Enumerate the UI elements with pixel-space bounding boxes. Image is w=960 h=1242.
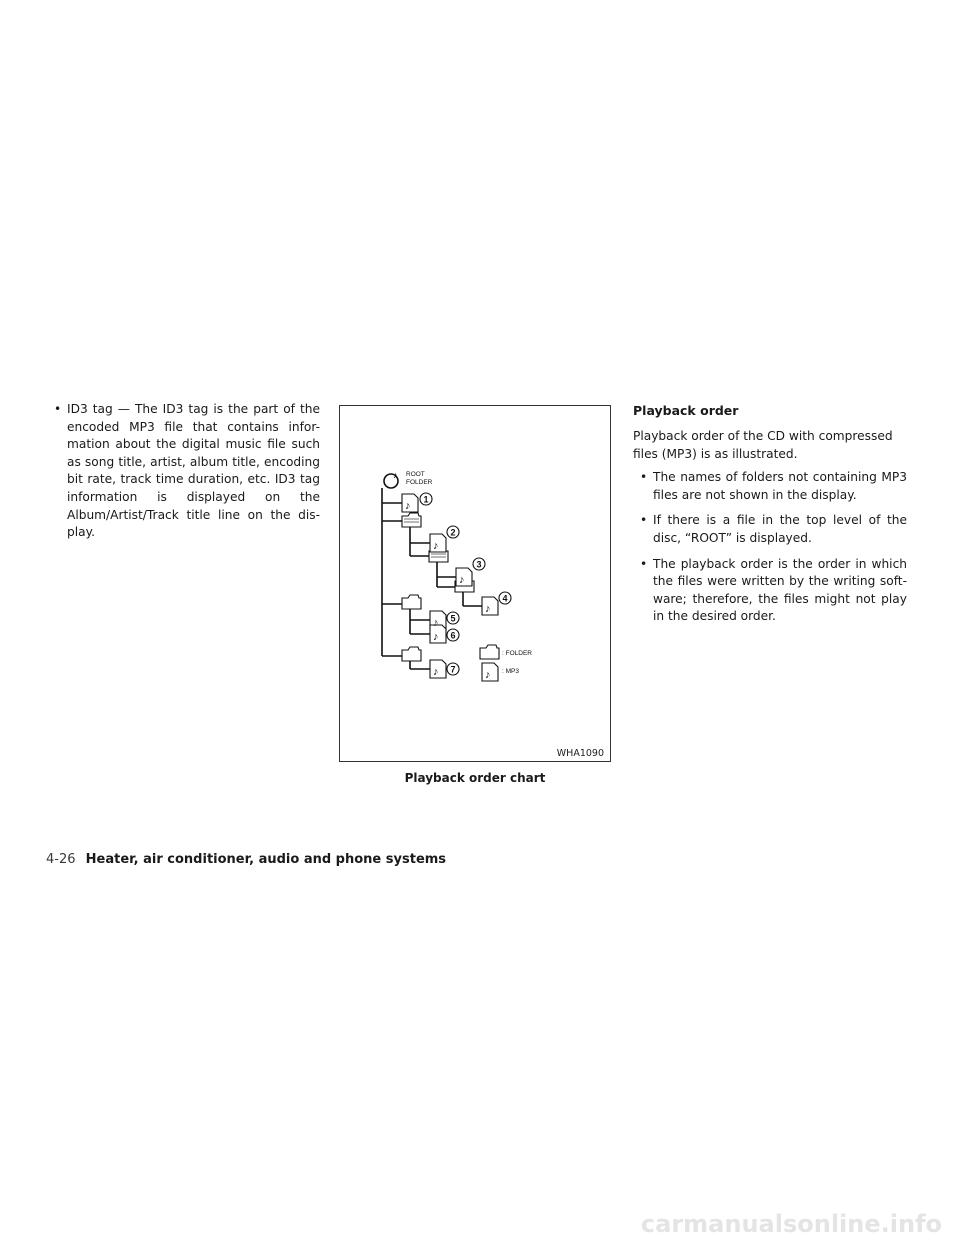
list-item [633,469,907,504]
bullet-dot: • [54,402,62,416]
folder-icon [402,647,421,661]
track-number-label: 1 [423,494,429,505]
id3-tag-bullet [48,401,320,542]
track-number-label: 6 [450,630,456,641]
folder-label: FOLDER [406,479,433,486]
legend-mp3-label: : MP3 [502,668,519,675]
svg-text:♪: ♪ [433,540,439,552]
folder-icon [402,513,421,527]
track-number-label: 5 [450,613,456,624]
intro-paragraph: Playback order of the CD with compressed files (MP3) is as illustrated. [633,429,893,461]
svg-text:♪: ♪ [433,666,439,678]
watermark: carmanualsonline.info [640,1210,942,1238]
left-column [48,401,320,542]
page-number: 4-26 [46,852,76,867]
right-column [633,403,907,634]
legend-folder-label: : FOLDER [502,650,532,657]
figure-caption: Playback order chart [404,771,546,785]
track-number-label: 3 [476,559,482,570]
list-item-text: The names of folders not containing MP3 files are not shown in the display. [653,470,907,502]
bullet-dot: • [640,556,648,571]
list-item [633,512,907,547]
list-item-text: If there is a file in the top level of the disc, “ROOT” is displayed. [653,513,907,545]
svg-text:♪: ♪ [459,574,465,586]
svg-text:♪: ♪ [393,470,398,480]
section-title: Heater, air conditioner, audio and phone systems [85,852,447,867]
list-item [633,556,907,626]
bullet-dot: • [640,470,648,485]
track-number-label: 4 [502,593,508,604]
id3-tag-text: ID3 tag — The ID3 tag is the part of the encoded MP3 file that contains infor-mation about the digital music file such as song title, artist, album title, encoding bit rate, track time duration, etc. ID3 tag information is displayed on the Album/Artist/Track title line on the dis-play. [67,402,320,540]
list-item-text: The playback order is the order in which the files were written by the writing soft-ware; therefore, the files might not play in the desired order. [653,556,907,624]
bullet-dot: • [640,513,648,528]
folder-icon [402,595,421,609]
root-label: ROOT [406,471,425,478]
svg-text:♪: ♪ [485,669,491,681]
svg-text:♪: ♪ [485,603,491,615]
section-heading: Playback order [633,403,739,418]
track-number-label: 2 [450,527,456,538]
legend-folder-icon [480,645,499,659]
svg-text:♪: ♪ [433,617,439,629]
playback-order-diagram [340,406,610,761]
page-footer [46,852,446,867]
playback-order-figure [339,405,611,762]
track-number-label: 7 [450,664,456,675]
svg-text:♪: ♪ [433,631,439,643]
figure-code: WHA1090 [556,748,604,759]
svg-text:♪: ♪ [405,500,411,512]
